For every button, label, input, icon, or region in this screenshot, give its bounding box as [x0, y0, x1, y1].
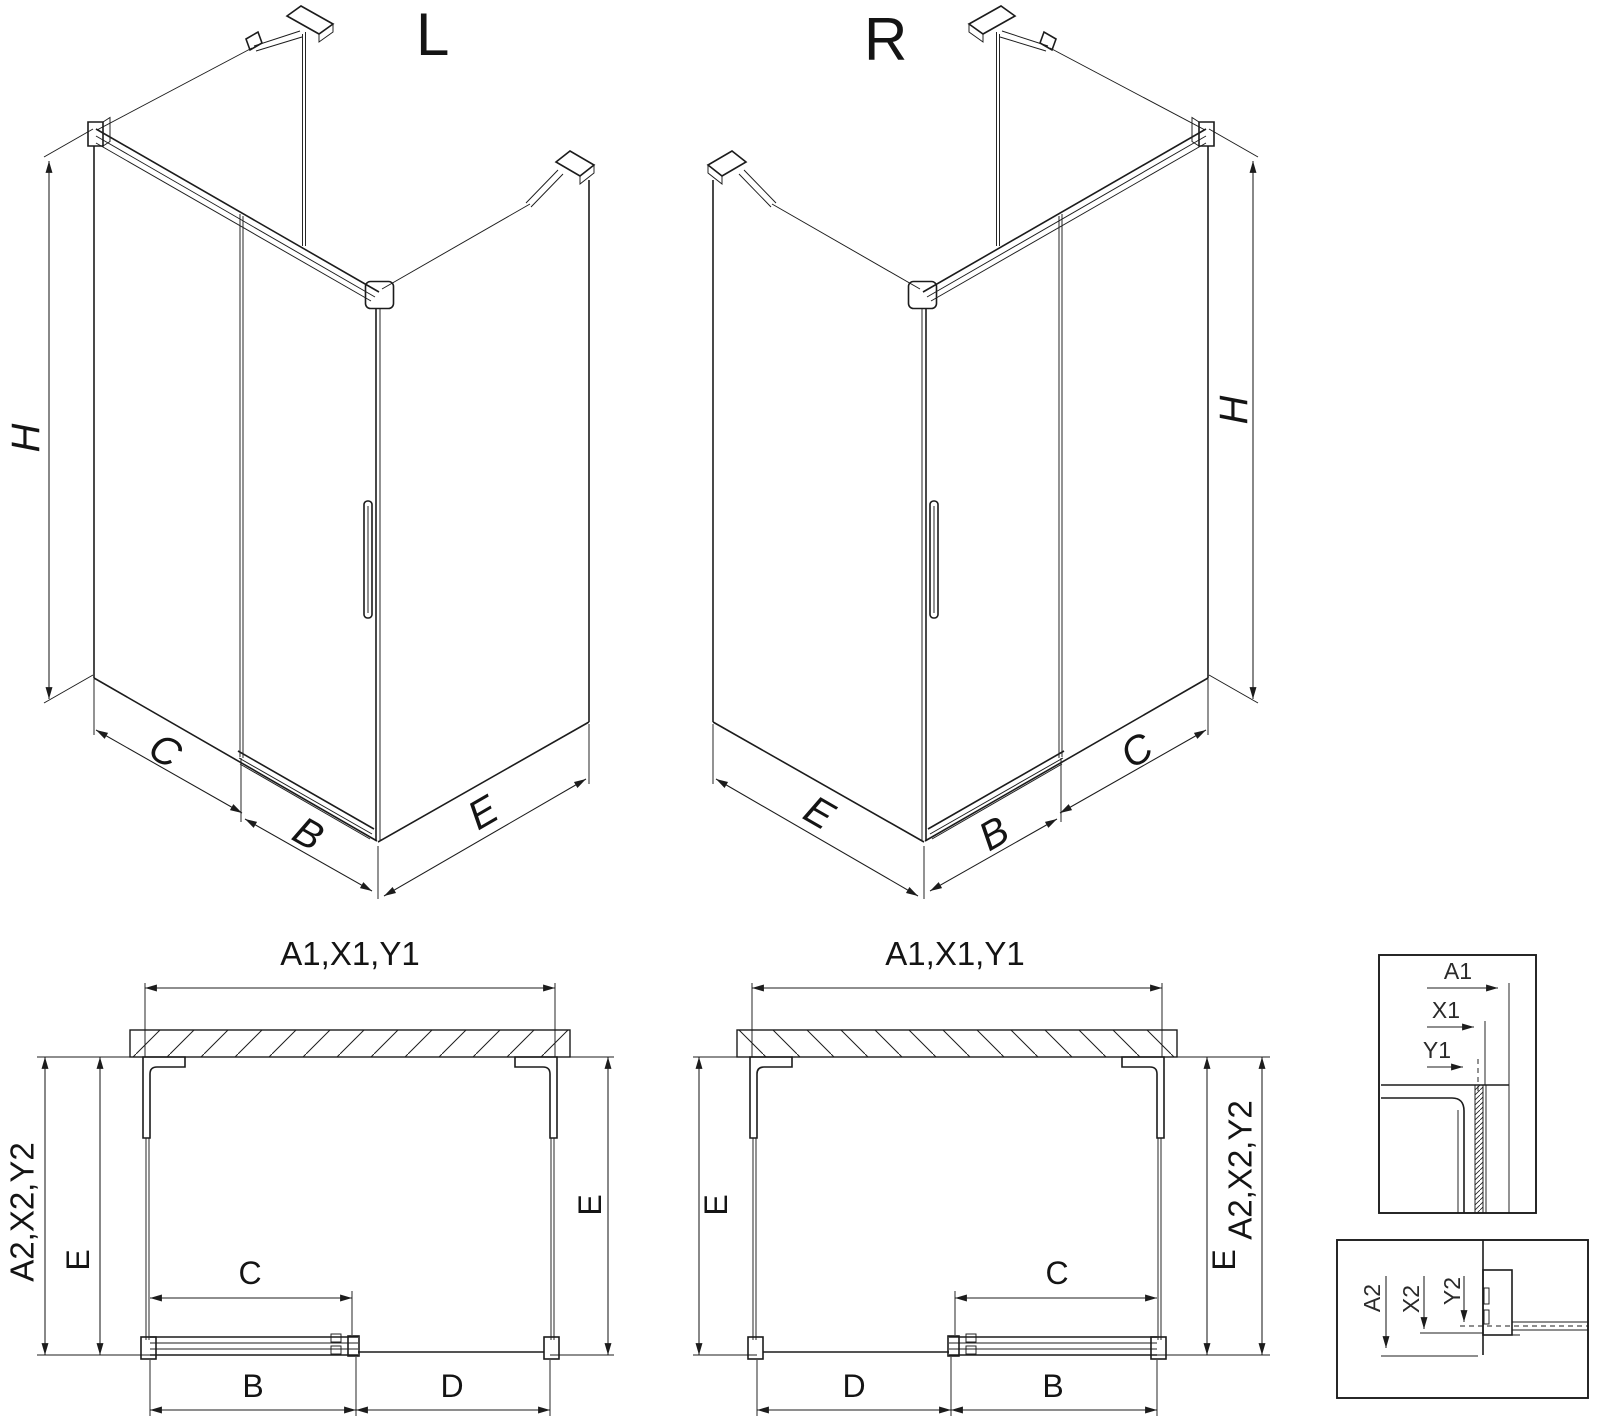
plan-right-outer-depth-label: A2,X2,Y2 [1221, 1100, 1259, 1240]
plan-right-c-label: C [1045, 1255, 1069, 1291]
detail-a2-label: A2 [1359, 1283, 1385, 1313]
plan-left-c-label: C [238, 1255, 262, 1291]
plan-right-d-label: D [842, 1368, 866, 1404]
plan-left-geometry [37, 983, 614, 1416]
detail-x2-label: X2 [1398, 1284, 1424, 1314]
detail-a1-label: A1 [1443, 958, 1473, 984]
dim-label-c-right: C [1113, 724, 1161, 778]
dim-label-h-right: H [1212, 395, 1256, 425]
dim-label-c-left: C [141, 724, 189, 778]
dim-label-b-left: B [285, 808, 331, 860]
plan-right-geometry [693, 983, 1270, 1416]
detail-y1-label: Y1 [1422, 1037, 1452, 1063]
view-title-left: L [416, 1, 450, 68]
plan-view-right [693, 935, 1270, 1416]
plan-right-b-label: B [1042, 1368, 1064, 1404]
plan-right-top-width-label: A1,X1,Y1 [885, 935, 1025, 972]
detail-x1-label: X1 [1431, 997, 1461, 1023]
plan-left-d-label: D [440, 1368, 464, 1404]
plan-right-e-right-label: E [1206, 1249, 1242, 1271]
dim-label-b-right: B [971, 808, 1017, 860]
plan-left-outer-depth-label: A2,X2,Y2 [3, 1142, 41, 1282]
detail-wall-section [1379, 955, 1536, 1213]
plan-right-e-left-label: E [698, 1194, 734, 1216]
view-title-right: R [864, 6, 908, 73]
dim-label-e-left: E [460, 787, 506, 839]
plan-left-b-label: B [242, 1368, 264, 1404]
dim-label-e-right: E [796, 787, 842, 839]
plan-left-e-left-label: E [60, 1249, 96, 1271]
dim-label-h-left: H [4, 423, 48, 453]
iso-view-left [4, 1, 594, 899]
detail-y2-label: Y2 [1439, 1276, 1465, 1306]
iso-right-geometry [708, 6, 1258, 899]
detail-floor-section [1337, 1240, 1588, 1398]
plan-view-left [4, 935, 615, 1416]
iso-left-geometry [44, 6, 594, 899]
iso-view-right [708, 6, 1258, 899]
plan-left-e-right-label: E [572, 1194, 608, 1216]
plan-left-top-width-label: A1,X1,Y1 [280, 935, 420, 972]
